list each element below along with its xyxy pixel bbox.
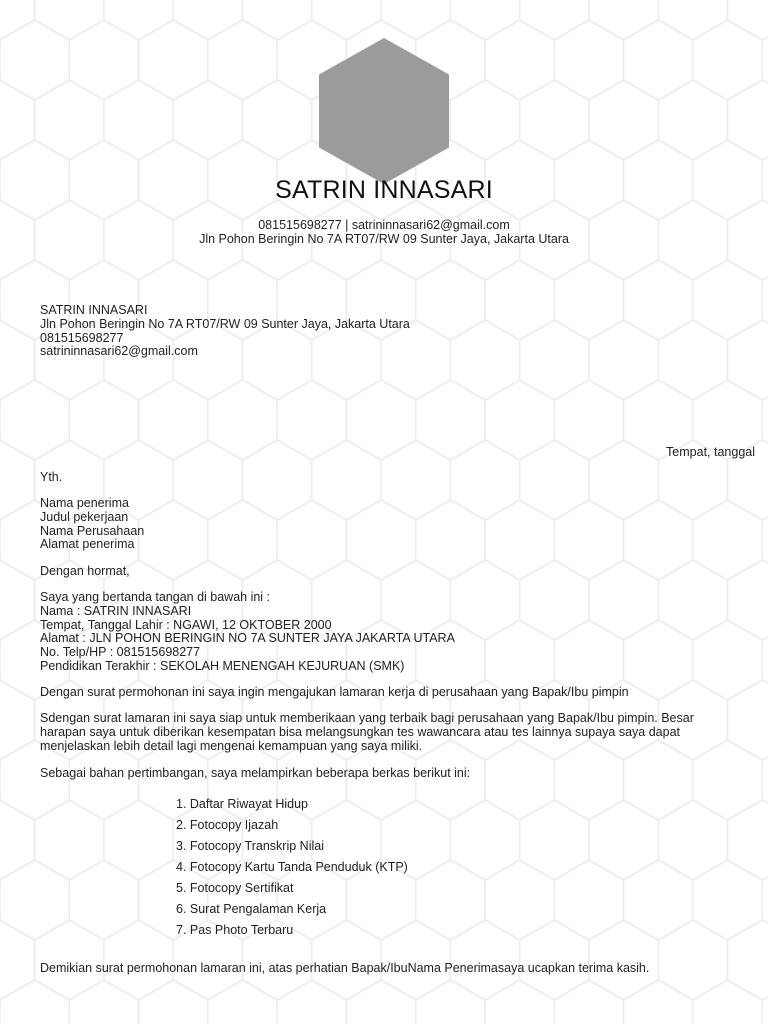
sender-address: Jln Pohon Beringin No 7A RT07/RW 09 Sunter Jaya, Jakarta Utara [40, 316, 410, 331]
closing-paragraph [40, 962, 649, 976]
applicant-name-heading: SATRIN INNASARI [275, 176, 493, 204]
details-intro: Saya yang bertanda tangan di bawah ini : [40, 590, 271, 604]
greeting-text: Dengan hormat, [40, 564, 130, 578]
paragraph-attachments-intro-text: Sebagai bahan pertimbangan, saya melampirkan beberapa berkas berikut ini: [40, 766, 471, 780]
details-education: Pendidikan Terakhir : SEKOLAH MENENGAH KEJURUAN (SMK) [40, 658, 405, 673]
paragraph-motivation-line: Sdengan surat lamaran ini saya siap untuk memberikaan yang terbaik bagi perusahaan yang Bapak/Ibu pimpin. Besar [40, 711, 694, 725]
paragraph-motivation [40, 712, 694, 753]
sender-name: SATRIN INNASARI [40, 303, 148, 317]
attachment-item: 5. Fotocopy Sertifikat [176, 881, 294, 895]
applicant-details-block [40, 591, 455, 674]
recipient-job-title: Judul pekerjaan [40, 509, 129, 524]
recipient-block [40, 497, 144, 552]
attachment-item: 7. Pas Photo Terbaru [176, 923, 294, 937]
details-birth: Tempat, Tanggal Lahir : NGAWI, 12 OKTOBER 2000 [40, 617, 332, 632]
greeting [40, 565, 130, 579]
sender-email: satrininnasari62@gmail.com [40, 344, 198, 359]
salutation [40, 471, 62, 485]
paragraph-intent [40, 686, 629, 700]
recipient-name: Nama penerima [40, 496, 129, 510]
closing-text: Demikian surat permohonan lamaran ini, atas perhatian Bapak/IbuNama Penerimasaya ucapkan terima kasih. [40, 961, 650, 975]
attachment-item: 3. Fotocopy Transkrip Nilai [176, 839, 324, 853]
sender-block [40, 304, 410, 359]
attachment-item: 6. Surat Pengalaman Kerja [176, 902, 327, 916]
header-address-line: Jln Pohon Beringin No 7A RT07/RW 09 Sunter Jaya, Jakarta Utara [199, 232, 569, 246]
attachment-item: 4. Fotocopy Kartu Tanda Penduduk (KTP) [176, 860, 408, 874]
sender-phone: 081515698277 [40, 330, 124, 345]
recipient-company: Nama Perusahaan [40, 523, 145, 538]
attachments-list [176, 797, 408, 944]
details-phone: No. Telp/HP : 081515698277 [40, 645, 201, 660]
paragraph-motivation-line: harapan saya untuk diberikan kesempatan bisa melangsungkan tes wawancara atau tes lainnya supaya saya dapat [40, 724, 680, 739]
profile-photo-placeholder [319, 38, 449, 184]
paragraph-attachments-intro [40, 767, 470, 781]
date-line: Tempat, tanggal [666, 445, 755, 459]
paragraph-motivation-line: menjelaskan lebih detail lagi mengenai kemampuan yang saya miliki. [40, 738, 423, 753]
header-contact-line: 081515698277 | satrininnasari62@gmail.com [258, 218, 510, 232]
salutation-text: Yth. [40, 470, 63, 484]
paragraph-intent-text: Dengan surat permohonan ini saya ingin mengajukan lamaran kerja di perusahaan yang Bapak/Ibu pimpin [40, 685, 629, 699]
attachment-item: 2. Fotocopy Ijazah [176, 818, 279, 832]
details-address: Alamat : JLN POHON BERINGIN NO 7A SUNTER JAYA JAKARTA UTARA [40, 631, 455, 646]
details-name: Nama : SATRIN INNASARI [40, 603, 192, 618]
attachment-item: 1. Daftar Riwayat Hidup [176, 797, 309, 811]
recipient-address: Alamat penerima [40, 537, 135, 552]
